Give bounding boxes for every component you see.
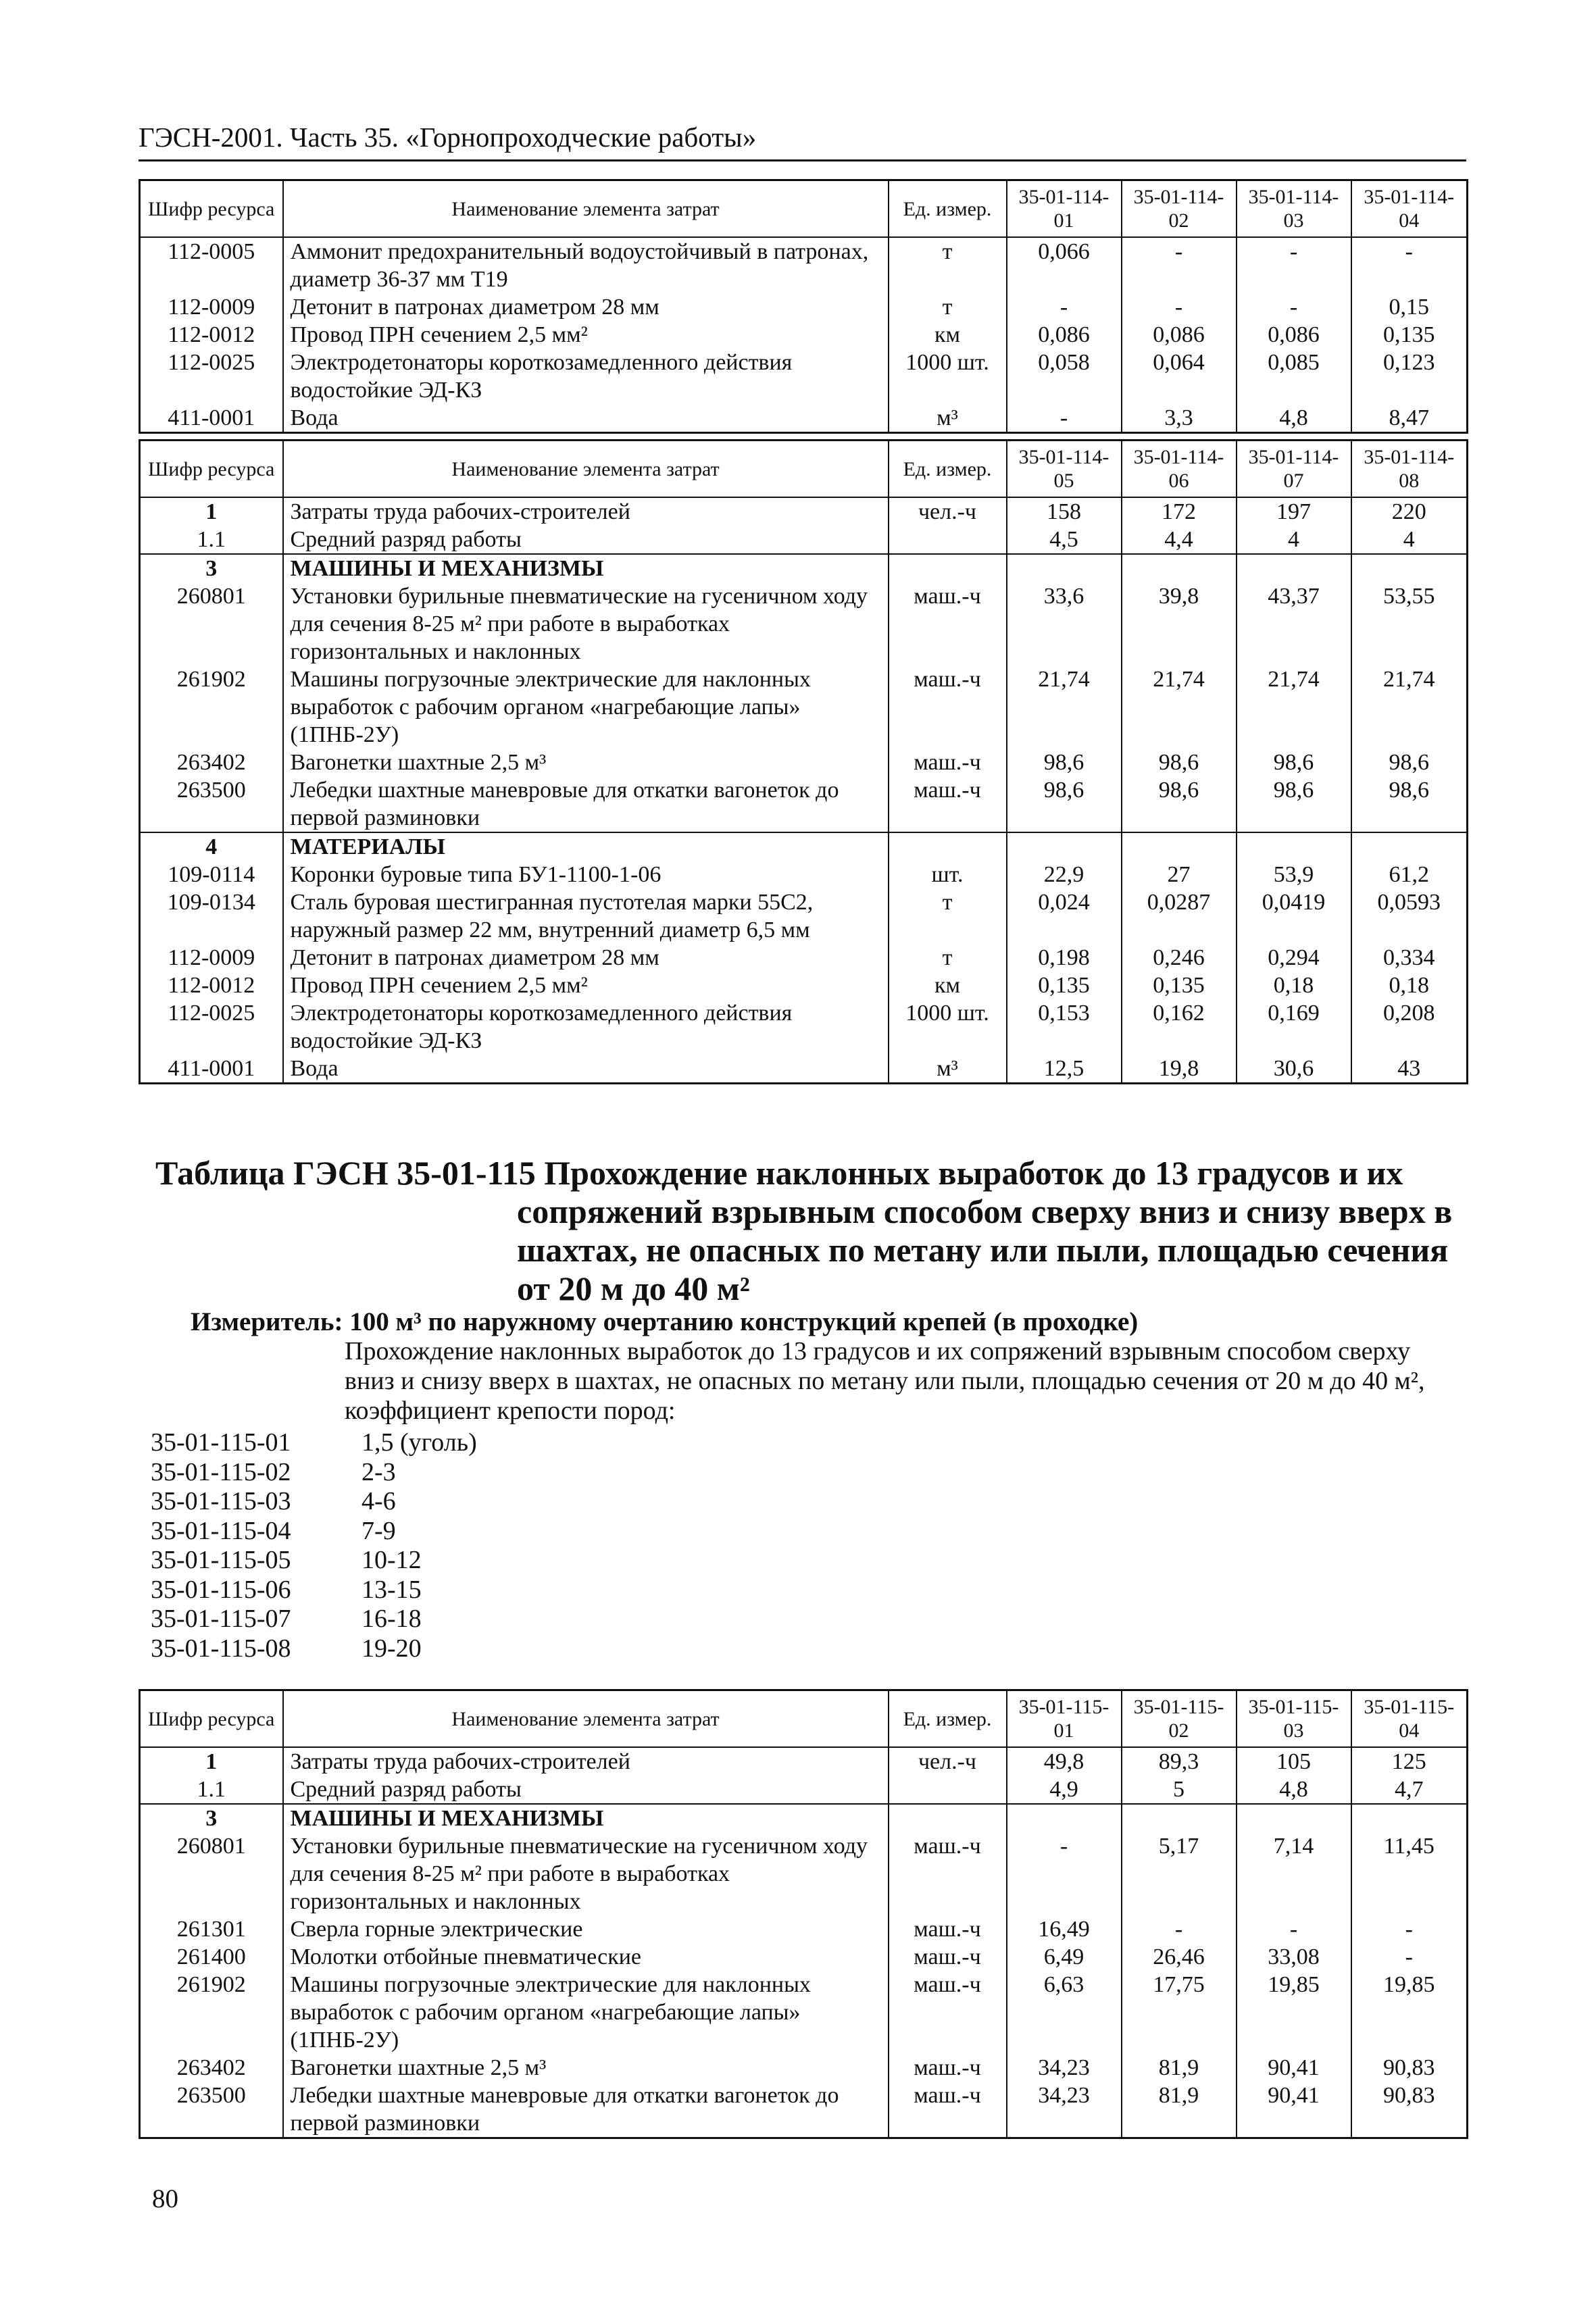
norm-value: 0,085 xyxy=(1237,349,1351,404)
norm-value: 220 xyxy=(1351,497,1468,526)
table-row xyxy=(140,2082,1468,2138)
table-row xyxy=(140,526,1468,554)
table-title-line: сопряжений взрывным способом сверху вниз и снизу вверх в xyxy=(517,1192,1453,1230)
variant-hardness: 19-20 xyxy=(361,1634,422,1663)
norm-value: 81,9 xyxy=(1122,2054,1237,2082)
variant-code: 35-01-115-01 xyxy=(151,1428,291,1457)
unit-of-measure: 1000 шт. xyxy=(889,999,1007,1055)
norm-value xyxy=(1237,554,1351,582)
cost-element-name: Электродетонаторы короткозамедленного действия водостойкие ЭД-КЗ xyxy=(283,999,889,1055)
resource-code: 411-0001 xyxy=(140,1055,283,1084)
norm-value: 53,9 xyxy=(1237,861,1351,888)
column-header-unit: Ед. измер. xyxy=(889,180,1007,238)
norm-value: - xyxy=(1237,237,1351,293)
table-row xyxy=(140,237,1468,293)
norm-value: 98,6 xyxy=(1351,749,1468,776)
unit-of-measure xyxy=(889,554,1007,582)
resource-code: 112-0012 xyxy=(140,972,283,999)
norm-value: 3,3 xyxy=(1122,404,1237,433)
cost-element-name: Детонит в патронах диаметром 28 мм xyxy=(283,944,889,972)
norm-value: 4,9 xyxy=(1007,1776,1122,1804)
table-row xyxy=(140,944,1468,972)
norm-value xyxy=(1122,554,1237,582)
norm-value: 0,086 xyxy=(1237,321,1351,349)
column-header-norm: 35-01-115-04 xyxy=(1351,1690,1468,1748)
norm-value: 61,2 xyxy=(1351,861,1468,888)
norm-value: 6,49 xyxy=(1007,1943,1122,1971)
norm-value: 0,198 xyxy=(1007,944,1122,972)
table-row xyxy=(140,832,1468,861)
table-row xyxy=(140,749,1468,776)
norm-value: 4,4 xyxy=(1122,526,1237,554)
cost-element-name: Установки бурильные пневматические на гусеничном ходу для сечения 8-25 м² при работе в выработках горизонтальных и наклонных xyxy=(283,582,889,665)
norm-value: 81,9 xyxy=(1122,2082,1237,2138)
variant-item xyxy=(151,1487,477,1517)
cost-element-name: МАШИНЫ И МЕХАНИЗМЫ xyxy=(283,554,889,582)
variant-code: 35-01-115-07 xyxy=(151,1605,291,1633)
table-title-line: шахтах, не опасных по метану или пыли, площадью сечения xyxy=(517,1231,1449,1269)
norm-value: 98,6 xyxy=(1007,776,1122,832)
norm-value: 4,8 xyxy=(1237,404,1351,433)
norm-value: 90,41 xyxy=(1237,2082,1351,2138)
norm-value: - xyxy=(1122,237,1237,293)
unit-of-measure xyxy=(889,1776,1007,1804)
unit-of-measure: маш.-ч xyxy=(889,1832,1007,1915)
unit-of-measure: маш.-ч xyxy=(889,749,1007,776)
column-header-code: Шифр ресурса xyxy=(140,1690,283,1748)
column-header-name: Наименование элемента затрат xyxy=(283,1690,889,1748)
variant-code: 35-01-115-04 xyxy=(151,1516,291,1545)
variant-hardness: 13-15 xyxy=(361,1575,422,1604)
norm-value: 39,8 xyxy=(1122,582,1237,665)
variant-hardness: 7-9 xyxy=(361,1516,396,1545)
norm-value: 33,08 xyxy=(1237,1943,1351,1971)
variant-hardness: 4-6 xyxy=(361,1487,396,1515)
cost-element-name: Коронки буровые типа БУ1-1100-1-06 xyxy=(283,861,889,888)
cost-element-name: Вагонетки шахтные 2,5 м³ xyxy=(283,2054,889,2082)
norm-value: 4 xyxy=(1351,526,1468,554)
norm-value: 43,37 xyxy=(1237,582,1351,665)
norm-value: 7,14 xyxy=(1237,1832,1351,1915)
norm-value: 98,6 xyxy=(1007,749,1122,776)
page-number: 80 xyxy=(152,2184,178,2213)
table-row xyxy=(140,497,1468,526)
cost-element-name: Затраты труда рабочих-строителей xyxy=(283,497,889,526)
unit-of-measure xyxy=(889,832,1007,861)
norm-value: - xyxy=(1007,293,1122,321)
resource-code: 112-0005 xyxy=(140,237,283,293)
resource-code: 112-0025 xyxy=(140,349,283,404)
norm-value: - xyxy=(1351,1943,1468,1971)
norm-value: 34,23 xyxy=(1007,2082,1122,2138)
norm-value: 90,83 xyxy=(1351,2054,1468,2082)
column-header-norm: 35-01-114-04 xyxy=(1351,180,1468,238)
resource-code: 112-0025 xyxy=(140,999,283,1055)
variant-code: 35-01-115-02 xyxy=(151,1457,291,1486)
column-header-norm: 35-01-114-01 xyxy=(1007,180,1122,238)
column-header-unit: Ед. измер. xyxy=(889,1690,1007,1748)
table-row xyxy=(140,349,1468,404)
norm-value: 0,066 xyxy=(1007,237,1122,293)
cost-element-name: Машины погрузочные электрические для наклонных выработок с рабочим органом «нагребающие лапы» (1ПНБ-2У) xyxy=(283,1971,889,2054)
table-row xyxy=(140,1943,1468,1971)
cost-element-name: Установки бурильные пневматические на гусеничном ходу для сечения 8-25 м² при работе в выработках горизонтальных и наклонных xyxy=(283,1832,889,1915)
norm-value: 0,162 xyxy=(1122,999,1237,1055)
norm-value: 105 xyxy=(1237,1747,1351,1776)
table-row xyxy=(140,321,1468,349)
norm-value: 0,086 xyxy=(1122,321,1237,349)
norm-value xyxy=(1237,832,1351,861)
norm-value: 17,75 xyxy=(1122,1971,1237,2054)
header-rule xyxy=(139,159,1466,161)
norm-value: - xyxy=(1237,293,1351,321)
cost-table-115-01-04 xyxy=(139,1689,1468,2139)
norm-value: 12,5 xyxy=(1007,1055,1122,1084)
table-row xyxy=(140,1971,1468,2054)
norm-value: 98,6 xyxy=(1237,776,1351,832)
resource-code: 263500 xyxy=(140,2082,283,2138)
cost-element-name: Сверла горные электрические xyxy=(283,1915,889,1943)
norm-value: 0,086 xyxy=(1007,321,1122,349)
unit-of-measure: 1000 шт. xyxy=(889,349,1007,404)
norm-value xyxy=(1351,1804,1468,1832)
cost-element-name: Сталь буровая шестигранная пустотелая марки 55С2, наружный размер 22 мм, внутренний диаметр 6,5 мм xyxy=(283,888,889,944)
norm-value: 5,17 xyxy=(1122,1832,1237,1915)
variant-hardness: 10-12 xyxy=(361,1546,422,1574)
cost-element-name: Средний разряд работы xyxy=(283,1776,889,1804)
norm-value: 0,135 xyxy=(1351,321,1468,349)
resource-code: 263402 xyxy=(140,2054,283,2082)
norm-value: 4,7 xyxy=(1351,1776,1468,1804)
cost-element-name: МАШИНЫ И МЕХАНИЗМЫ xyxy=(283,1804,889,1832)
resource-code: 112-0012 xyxy=(140,321,283,349)
cost-element-name: Детонит в патронах диаметром 28 мм xyxy=(283,293,889,321)
table-header-row xyxy=(140,1690,1468,1748)
cost-element-name: Вода xyxy=(283,404,889,433)
variant-item xyxy=(151,1546,477,1576)
column-header-norm: 35-01-115-01 xyxy=(1007,1690,1122,1748)
norm-value: 21,74 xyxy=(1351,665,1468,749)
table-header-row xyxy=(140,180,1468,238)
norm-value: 197 xyxy=(1237,497,1351,526)
norm-value: 34,23 xyxy=(1007,2054,1122,2082)
cost-element-name: Провод ПРН сечением 2,5 мм² xyxy=(283,972,889,999)
norm-value: 26,46 xyxy=(1122,1943,1237,1971)
norm-value: 53,55 xyxy=(1351,582,1468,665)
table-header-row xyxy=(140,441,1468,498)
norm-value: 0,0593 xyxy=(1351,888,1468,944)
unit-of-measure: чел.-ч xyxy=(889,497,1007,526)
table-row xyxy=(140,582,1468,665)
norm-value: 4,5 xyxy=(1007,526,1122,554)
norm-value: 90,83 xyxy=(1351,2082,1468,2138)
variant-item xyxy=(151,1576,477,1605)
norm-value: 0,0419 xyxy=(1237,888,1351,944)
table-row xyxy=(140,1747,1468,1776)
unit-of-measure: т xyxy=(889,944,1007,972)
norm-value: 0,153 xyxy=(1007,999,1122,1055)
table-row xyxy=(140,665,1468,749)
column-header-norm: 35-01-114-03 xyxy=(1237,180,1351,238)
column-header-code: Шифр ресурса xyxy=(140,180,283,238)
cost-element-name: Машины погрузочные электрические для наклонных выработок с рабочим органом «нагребающие лапы» (1ПНБ-2У) xyxy=(283,665,889,749)
norm-value: 0,123 xyxy=(1351,349,1468,404)
variant-item xyxy=(151,1605,477,1634)
table-row xyxy=(140,2054,1468,2082)
table-title xyxy=(155,1154,1460,1308)
variant-list xyxy=(151,1428,477,1663)
resource-code: 263500 xyxy=(140,776,283,832)
variant-item xyxy=(151,1517,477,1546)
column-header-norm: 35-01-114-05 xyxy=(1007,441,1122,498)
cost-element-name: Лебедки шахтные маневровые для откатки вагонеток до первой разминовки xyxy=(283,776,889,832)
norm-value: - xyxy=(1351,1915,1468,1943)
unit-of-measure: маш.-ч xyxy=(889,1971,1007,2054)
column-header-code: Шифр ресурса xyxy=(140,441,283,498)
norm-value: 0,135 xyxy=(1007,972,1122,999)
resource-code: 1.1 xyxy=(140,526,283,554)
norm-value: 98,6 xyxy=(1351,776,1468,832)
unit-of-measure: км xyxy=(889,972,1007,999)
norm-value: 21,74 xyxy=(1007,665,1122,749)
table-row xyxy=(140,972,1468,999)
norm-value: 0,294 xyxy=(1237,944,1351,972)
column-header-name: Наименование элемента затрат xyxy=(283,180,889,238)
column-header-norm: 35-01-115-03 xyxy=(1237,1690,1351,1748)
table-row xyxy=(140,776,1468,832)
cost-element-name: МАТЕРИАЛЫ xyxy=(283,832,889,861)
unit-of-measure: маш.-ч xyxy=(889,582,1007,665)
table-row xyxy=(140,404,1468,433)
cost-element-name: Вода xyxy=(283,1055,889,1084)
norm-value: 0,15 xyxy=(1351,293,1468,321)
norm-value: 19,8 xyxy=(1122,1055,1237,1084)
variant-item xyxy=(151,1458,477,1488)
norm-value: 49,8 xyxy=(1007,1747,1122,1776)
unit-of-measure: маш.-ч xyxy=(889,1915,1007,1943)
cost-element-name: Молотки отбойные пневматические xyxy=(283,1943,889,1971)
resource-code: 1 xyxy=(140,1747,283,1776)
cost-element-name: Вагонетки шахтные 2,5 м³ xyxy=(283,749,889,776)
norm-value: 11,45 xyxy=(1351,1832,1468,1915)
norm-value xyxy=(1007,832,1122,861)
unit-of-measure: м³ xyxy=(889,1055,1007,1084)
norm-value: 0,334 xyxy=(1351,944,1468,972)
norm-value: 98,6 xyxy=(1122,776,1237,832)
resource-code: 261400 xyxy=(140,1943,283,1971)
table-row xyxy=(140,999,1468,1055)
norm-value: 4 xyxy=(1237,526,1351,554)
norm-value: - xyxy=(1007,404,1122,433)
table-row xyxy=(140,1832,1468,1915)
work-description: Прохождение наклонных выработок до 13 градусов и их сопряжений взрывным способом сверху вниз и снизу вверх в шахтах, не опасных по метану или пыли, площадью сечения от 20 м до 40 м², коэффициент крепости пород: xyxy=(345,1337,1425,1425)
variant-code: 35-01-115-08 xyxy=(151,1634,291,1663)
table-row xyxy=(140,1804,1468,1832)
cost-table-114-01-04 xyxy=(139,179,1468,434)
unit-of-measure: маш.-ч xyxy=(889,2082,1007,2138)
resource-code: 1.1 xyxy=(140,1776,283,1804)
cost-element-name: Средний разряд работы xyxy=(283,526,889,554)
norm-value: 0,0287 xyxy=(1122,888,1237,944)
cost-element-name: Лебедки шахтные маневровые для откатки вагонеток до первой разминовки xyxy=(283,2082,889,2138)
unit-of-measure: т xyxy=(889,888,1007,944)
norm-value: 172 xyxy=(1122,497,1237,526)
resource-code: 109-0114 xyxy=(140,861,283,888)
unit-of-measure: маш.-ч xyxy=(889,776,1007,832)
variant-item xyxy=(151,1634,477,1664)
resource-code: 260801 xyxy=(140,1832,283,1915)
cost-element-name: Затраты труда рабочих-строителей xyxy=(283,1747,889,1776)
norm-value: 22,9 xyxy=(1007,861,1122,888)
unit-of-measure: чел.-ч xyxy=(889,1747,1007,1776)
resource-code: 261301 xyxy=(140,1915,283,1943)
unit-of-measure xyxy=(889,1804,1007,1832)
resource-code: 261902 xyxy=(140,665,283,749)
cost-element-name: Провод ПРН сечением 2,5 мм² xyxy=(283,321,889,349)
norm-value: 16,49 xyxy=(1007,1915,1122,1943)
unit-of-measure: м³ xyxy=(889,404,1007,433)
table-title-line: Таблица ГЭСН 35-01-115 Прохождение наклонных выработок до 13 градусов и их xyxy=(155,1154,1403,1192)
running-header: ГЭСН-2001. Часть 35. «Горнопроходческие работы» xyxy=(139,122,757,153)
norm-value: - xyxy=(1122,1915,1237,1943)
resource-code: 1 xyxy=(140,497,283,526)
resource-code: 260801 xyxy=(140,582,283,665)
cost-element-name: Аммонит предохранительный водоустойчивый в патронах, диаметр 36-37 мм Т19 xyxy=(283,237,889,293)
table-row xyxy=(140,888,1468,944)
norm-value: - xyxy=(1237,1915,1351,1943)
norm-value: 0,058 xyxy=(1007,349,1122,404)
norm-value: 98,6 xyxy=(1237,749,1351,776)
norm-value: 43 xyxy=(1351,1055,1468,1084)
resource-code: 411-0001 xyxy=(140,404,283,433)
table-row xyxy=(140,1915,1468,1943)
column-header-norm: 35-01-114-02 xyxy=(1122,180,1237,238)
resource-code: 112-0009 xyxy=(140,293,283,321)
column-header-norm: 35-01-114-06 xyxy=(1122,441,1237,498)
norm-value: 27 xyxy=(1122,861,1237,888)
variant-hardness: 2-3 xyxy=(361,1457,396,1486)
norm-value: 6,63 xyxy=(1007,1971,1122,2054)
table-row xyxy=(140,293,1468,321)
resource-code: 3 xyxy=(140,1804,283,1832)
norm-value: 158 xyxy=(1007,497,1122,526)
resource-code: 112-0009 xyxy=(140,944,283,972)
unit-of-measure: км xyxy=(889,321,1007,349)
norm-value xyxy=(1122,1804,1237,1832)
table-row xyxy=(140,1776,1468,1804)
resource-code: 263402 xyxy=(140,749,283,776)
cost-table-114-05-08 xyxy=(139,439,1468,1084)
resource-code: 109-0134 xyxy=(140,888,283,944)
resource-code: 3 xyxy=(140,554,283,582)
norm-value: 4,8 xyxy=(1237,1776,1351,1804)
unit-of-measure: маш.-ч xyxy=(889,2054,1007,2082)
norm-value: 19,85 xyxy=(1237,1971,1351,2054)
norm-value: - xyxy=(1351,237,1468,293)
norm-value: 8,47 xyxy=(1351,404,1468,433)
norm-value: 0,135 xyxy=(1122,972,1237,999)
norm-value: 19,85 xyxy=(1351,1971,1468,2054)
norm-value: 21,74 xyxy=(1122,665,1237,749)
norm-value: 0,169 xyxy=(1237,999,1351,1055)
column-header-name: Наименование элемента затрат xyxy=(283,441,889,498)
column-header-norm: 35-01-114-07 xyxy=(1237,441,1351,498)
table-row xyxy=(140,861,1468,888)
variant-hardness: 16-18 xyxy=(361,1605,422,1633)
resource-code: 4 xyxy=(140,832,283,861)
variant-hardness: 1,5 (уголь) xyxy=(361,1428,477,1457)
unit-of-measure: т xyxy=(889,293,1007,321)
norm-value xyxy=(1007,1804,1122,1832)
norm-value: 0,024 xyxy=(1007,888,1122,944)
column-header-norm: 35-01-114-08 xyxy=(1351,441,1468,498)
column-header-norm: 35-01-115-02 xyxy=(1122,1690,1237,1748)
norm-value: 0,208 xyxy=(1351,999,1468,1055)
resource-code: 261902 xyxy=(140,1971,283,2054)
unit-of-measure: маш.-ч xyxy=(889,1943,1007,1971)
norm-value xyxy=(1237,1804,1351,1832)
norm-value xyxy=(1351,832,1468,861)
table-row xyxy=(140,554,1468,582)
unit-of-measure: шт. xyxy=(889,861,1007,888)
variant-code: 35-01-115-06 xyxy=(151,1575,291,1604)
variant-code: 35-01-115-03 xyxy=(151,1487,291,1515)
table-title-line: от 20 м до 40 м² xyxy=(517,1269,750,1307)
measurement-unit: Измеритель: 100 м³ по наружному очертанию конструкций крепей (в проходке) xyxy=(191,1307,1139,1336)
norm-value: 90,41 xyxy=(1237,2054,1351,2082)
norm-value xyxy=(1007,554,1122,582)
norm-value: 30,6 xyxy=(1237,1055,1351,1084)
variant-item xyxy=(151,1428,477,1458)
norm-value: 0,246 xyxy=(1122,944,1237,972)
norm-value: 21,74 xyxy=(1237,665,1351,749)
cost-element-name: Электродетонаторы короткозамедленного действия водостойкие ЭД-КЗ xyxy=(283,349,889,404)
norm-value: 98,6 xyxy=(1122,749,1237,776)
norm-value: 33,6 xyxy=(1007,582,1122,665)
unit-of-measure: т xyxy=(889,237,1007,293)
norm-value xyxy=(1122,832,1237,861)
norm-value: 5 xyxy=(1122,1776,1237,1804)
norm-value: - xyxy=(1122,293,1237,321)
norm-value: 89,3 xyxy=(1122,1747,1237,1776)
norm-value xyxy=(1351,554,1468,582)
unit-of-measure xyxy=(889,526,1007,554)
variant-code: 35-01-115-05 xyxy=(151,1546,291,1574)
column-header-unit: Ед. измер. xyxy=(889,441,1007,498)
norm-value: 0,18 xyxy=(1351,972,1468,999)
table-row xyxy=(140,1055,1468,1084)
norm-value: - xyxy=(1007,1832,1122,1915)
norm-value: 0,18 xyxy=(1237,972,1351,999)
norm-value: 0,064 xyxy=(1122,349,1237,404)
unit-of-measure: маш.-ч xyxy=(889,665,1007,749)
norm-value: 125 xyxy=(1351,1747,1468,1776)
